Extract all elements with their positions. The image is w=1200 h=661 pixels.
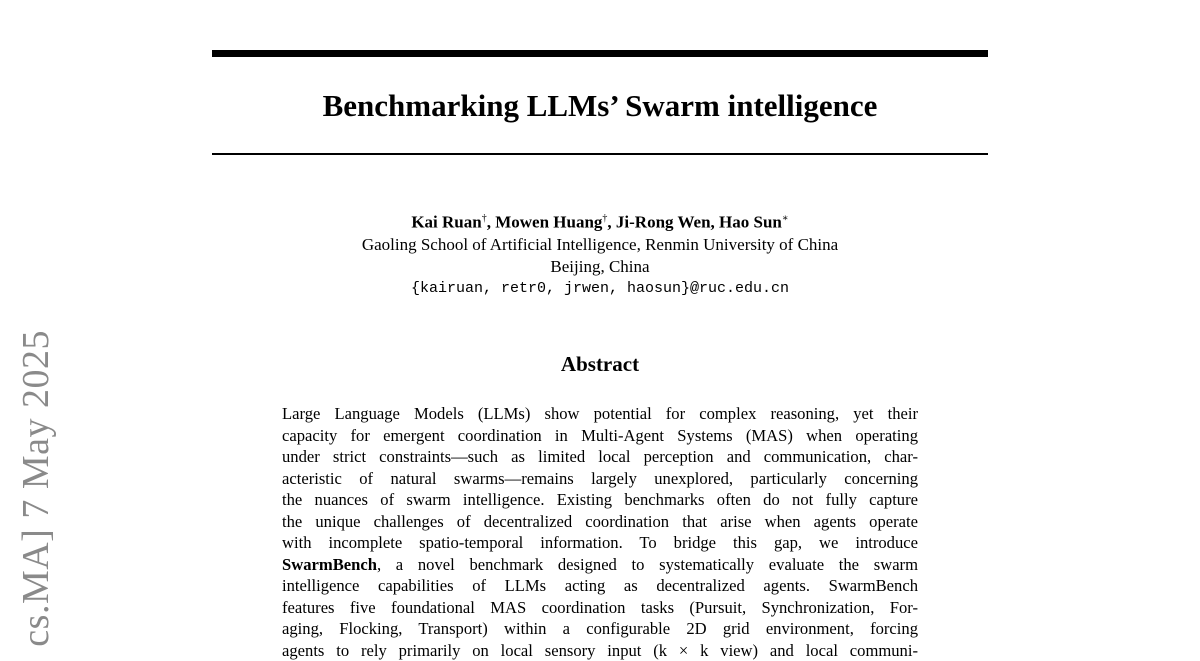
- paper-title: Benchmarking LLMs’ Swarm intelligence: [212, 86, 988, 126]
- author-mark: ∗: [782, 213, 789, 224]
- author-names: Kai Ruan†, Mowen Huang†, Ji-Rong Wen, Hao Sun∗: [212, 208, 988, 234]
- abstract-line: aging, Flocking, Transport) within a configurable 2D grid environment, forcing: [282, 618, 918, 640]
- abstract-line: under strict constraints—such as limited local perception and communication, char-: [282, 446, 918, 468]
- arxiv-side-stamp: [14, 330, 74, 650]
- abstract-line: intelligence capabilities of LLMs acting as decentralized agents. SwarmBench: [282, 575, 918, 597]
- abstract-line: acteristic of natural swarms—remains largely unexplored, particularly concerning: [282, 468, 918, 490]
- abstract-line: with incomplete spatio-temporal information. To bridge this gap, we introduce: [282, 532, 918, 554]
- author-mark: †: [602, 213, 607, 224]
- abstract-line: Large Language Models (LLMs) show potential for complex reasoning, yet their: [282, 403, 918, 425]
- abstract-line: the unique challenges of decentralized coordination that arise when agents operate: [282, 511, 918, 533]
- abstract-line: SwarmBench, a novel benchmark designed to systematically evaluate the swarm: [282, 554, 918, 576]
- author-mark: †: [482, 213, 487, 224]
- title-bottom-rule: [212, 153, 988, 155]
- author-name: Hao Sun: [719, 213, 782, 232]
- affiliation: Gaoling School of Artificial Intelligence, Renmin University of China: [212, 234, 988, 256]
- abstract-line: capacity for emergent coordination in Multi-Agent Systems (MAS) when operating: [282, 425, 918, 447]
- author-emails: {kairuan, retr0, jrwen, haosun}@ruc.edu.cn: [212, 278, 988, 300]
- title-top-rule: [212, 50, 988, 57]
- abstract-line: features five foundational MAS coordination tasks (Pursuit, Synchronization, For-: [282, 597, 918, 619]
- bold-term: SwarmBench: [282, 555, 377, 574]
- author-name: Mowen Huang: [495, 213, 602, 232]
- author-block: [212, 208, 988, 300]
- arxiv-identifier: cs.MA] 7 May 2025: [14, 330, 58, 650]
- abstract-body: [282, 403, 918, 661]
- author-name: Kai Ruan: [411, 213, 481, 232]
- location: Beijing, China: [212, 256, 988, 278]
- abstract-line: the nuances of swarm intelligence. Existing benchmarks often do not fully capture: [282, 489, 918, 511]
- abstract-line: agents to rely primarily on local sensory input (k × k view) and local communi-: [282, 640, 918, 661]
- author-name: Ji-Rong Wen: [616, 213, 711, 232]
- abstract-heading: Abstract: [212, 351, 988, 377]
